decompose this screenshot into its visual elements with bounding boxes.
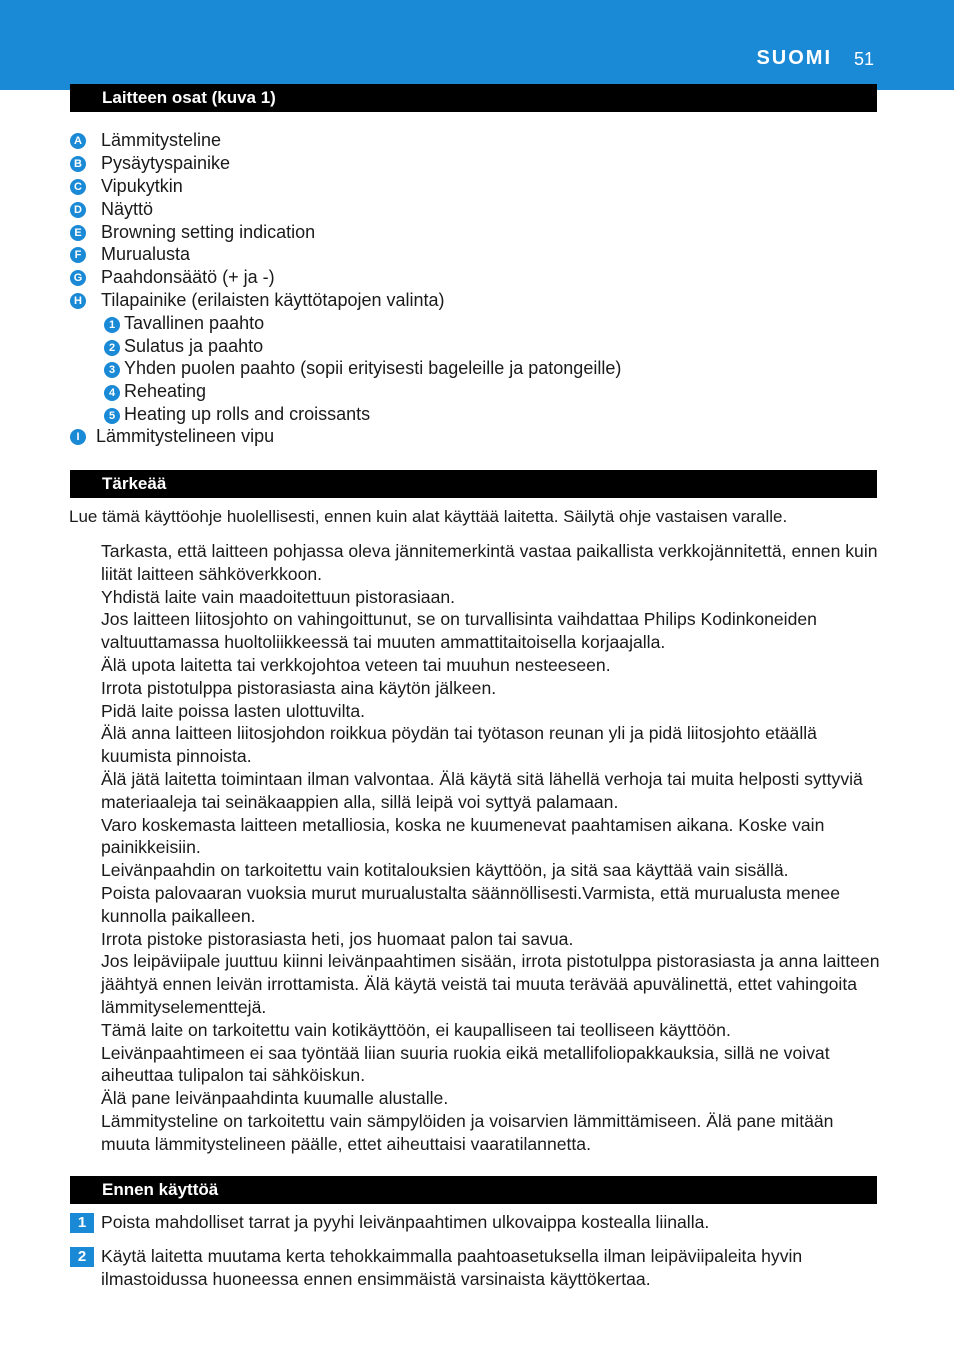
intro-text: Lue tämä käyttöohje huolellisesti, ennen kuin alat käyttää laitetta. Säilytä ohje vastaisen varalle. <box>69 507 788 526</box>
mode-item <box>104 312 264 334</box>
marker-badge: C <box>70 179 86 195</box>
warning-item: Älä upota laitetta tai verkkojohtoa veteen tai muuhun nesteeseen. <box>101 654 611 675</box>
warning-item: Irrota pistotulppa pistorasiasta aina käytön jälkeen. <box>101 677 497 698</box>
mode-item <box>104 335 263 357</box>
section-title: Laitteen osat (kuva 1) <box>102 88 276 107</box>
mode-label: Sulatus ja paahto <box>124 336 264 356</box>
mode-badge: 3 <box>104 362 120 378</box>
language-label: SUOMI <box>756 47 832 69</box>
warning-item: Yhdistä laite vain maadoitettuun pistorasiaan. <box>101 586 456 607</box>
mode-label: Tavallinen paahto <box>124 313 265 333</box>
mode-item <box>104 403 370 425</box>
section-title: Tärkeää <box>102 474 167 493</box>
part-label: Murualusta <box>101 244 191 264</box>
section-heading-parts <box>70 84 877 112</box>
warnings-list <box>101 540 881 1156</box>
marker-badge: E <box>70 225 86 241</box>
warning-item: Leivänpaahtimeen ei saa työntää liian suuria ruokia eikä metallifoliopakkauksia, sillä ne voivat aiheuttaa tulipalon tai sähköiskun. <box>101 1042 830 1086</box>
part-label: Lämmitystelineen vipu <box>96 426 275 446</box>
mode-label: Yhden puolen paahto (sopii erityisesti bageleille ja patongeille) <box>124 358 622 378</box>
warning-item: Tarkasta, että laitteen pohjassa oleva jännitemerkintä vastaa paikallista verkkojännitettä, ennen kuin liität laitteen sähköverkkoon. <box>101 541 878 584</box>
mode-badge: 1 <box>104 317 120 333</box>
step-text: Poista mahdolliset tarrat ja pyyhi leivänpaahtimen ulkovaippa kostealla liinalla. <box>101 1212 710 1232</box>
mode-badge: 4 <box>104 385 120 401</box>
marker-badge: B <box>70 156 86 172</box>
mode-label: Reheating <box>124 381 207 401</box>
marker-badge: F <box>70 247 86 263</box>
step-text: Käytä laitetta muutama kerta tehokkaimmalla paahtoasetuksella ilman leipäviipaleita hyvin ilmastoidussa huoneessa ennen ensimmäistä varsinaista käyttökertaa. <box>101 1246 803 1289</box>
warning-item: Lämmitysteline on tarkoitettu vain sämpylöiden ja voisarvien lämmittämiseen. Älä pane mitään muuta lämmitystelineen päälle, ettet aiheuttaisi vaaratilannetta. <box>101 1110 834 1154</box>
mode-item <box>104 380 206 402</box>
mode-badge: 5 <box>104 408 120 424</box>
warning-item: Varo koskemasta laitteen metalliosia, koska ne kuumenevat paahtamisen aikana. Koske vain painikkeisiin. <box>101 814 825 858</box>
section-heading-important <box>70 470 877 498</box>
part-label: Tilapainike (erilaisten käyttötapojen valinta) <box>101 290 445 310</box>
warning-item: Jos leipäviipale juuttuu kiinni leivänpaahtimen sisään, irrota pistotulppa pistorasiasta ja anna laitteen jäähtyä ennen leivän irrottamista. Älä käytä veistä tai muuta terävää apuvälinettä, ettet vahingoita lämmityselementtejä. <box>101 951 880 1017</box>
warning-item: Irrota pistoke pistorasiasta heti, jos huomaat palon tai savua. <box>101 928 574 949</box>
step-number-badge: 1 <box>70 1213 94 1233</box>
step-number-badge: 2 <box>70 1247 94 1267</box>
warning-item: Leivänpaahdin on tarkoitettu vain kotitalouksien käyttöön, ja sitä saa käyttää vain sisällä. <box>101 860 789 881</box>
warning-item: Poista palovaaran vuoksia murut murualustalta säännöllisesti.Varmista, että murualusta menee kunnolla paikalleen. <box>101 882 840 926</box>
part-label: Lämmitysteline <box>101 130 222 150</box>
part-label: Paahdonsäätö (+ ja -) <box>101 267 275 287</box>
marker-badge: H <box>70 293 86 309</box>
marker-badge: G <box>70 270 86 286</box>
page-number: 51 <box>853 49 874 69</box>
warning-item: Älä anna laitteen liitosjohdon roikkua pöydän tai työtason reunan yli ja pidä liitosjohto etäällä kuumista pinnoista. <box>101 723 817 767</box>
part-label: Browning setting indication <box>101 222 316 242</box>
warning-item: Jos laitteen liitosjohto on vahingoittunut, se on turvallisinta vaihdattaa Philips Kodinkoneiden valtuuttamassa huoltoliikkeessä tai muuten ammattitaitoisella korjaajalla. <box>101 609 817 653</box>
warning-item: Pidä laite poissa lasten ulottuvilta. <box>101 700 366 721</box>
marker-badge: A <box>70 133 86 149</box>
mode-label: Heating up rolls and croissants <box>124 404 371 424</box>
header-bar <box>0 0 954 90</box>
mode-badge: 2 <box>104 340 120 356</box>
marker-badge: D <box>70 202 86 218</box>
part-label: Näyttö <box>101 199 154 219</box>
part-label: Pysäytyspainike <box>101 153 231 173</box>
warning-item: Älä pane leivänpaahdinta kuumalle alustalle. <box>101 1088 449 1109</box>
warning-item: Tämä laite on tarkoitettu vain kotikäyttöön, ei kaupalliseen tai teolliseen käyttöön. <box>101 1019 731 1040</box>
mode-item <box>104 357 621 379</box>
part-label: Vipukytkin <box>101 176 183 196</box>
section-heading-before-use <box>70 1176 877 1204</box>
section-title: Ennen käyttöä <box>102 1180 219 1199</box>
marker-badge: I <box>70 429 86 445</box>
warning-item: Älä jätä laitetta toimintaan ilman valvontaa. Älä käytä sitä lähellä verhoja tai muita helposti syttyviä materiaaleja tai seinäkaappien alla, sillä leipä voi syttyä palamaan. <box>101 768 863 812</box>
